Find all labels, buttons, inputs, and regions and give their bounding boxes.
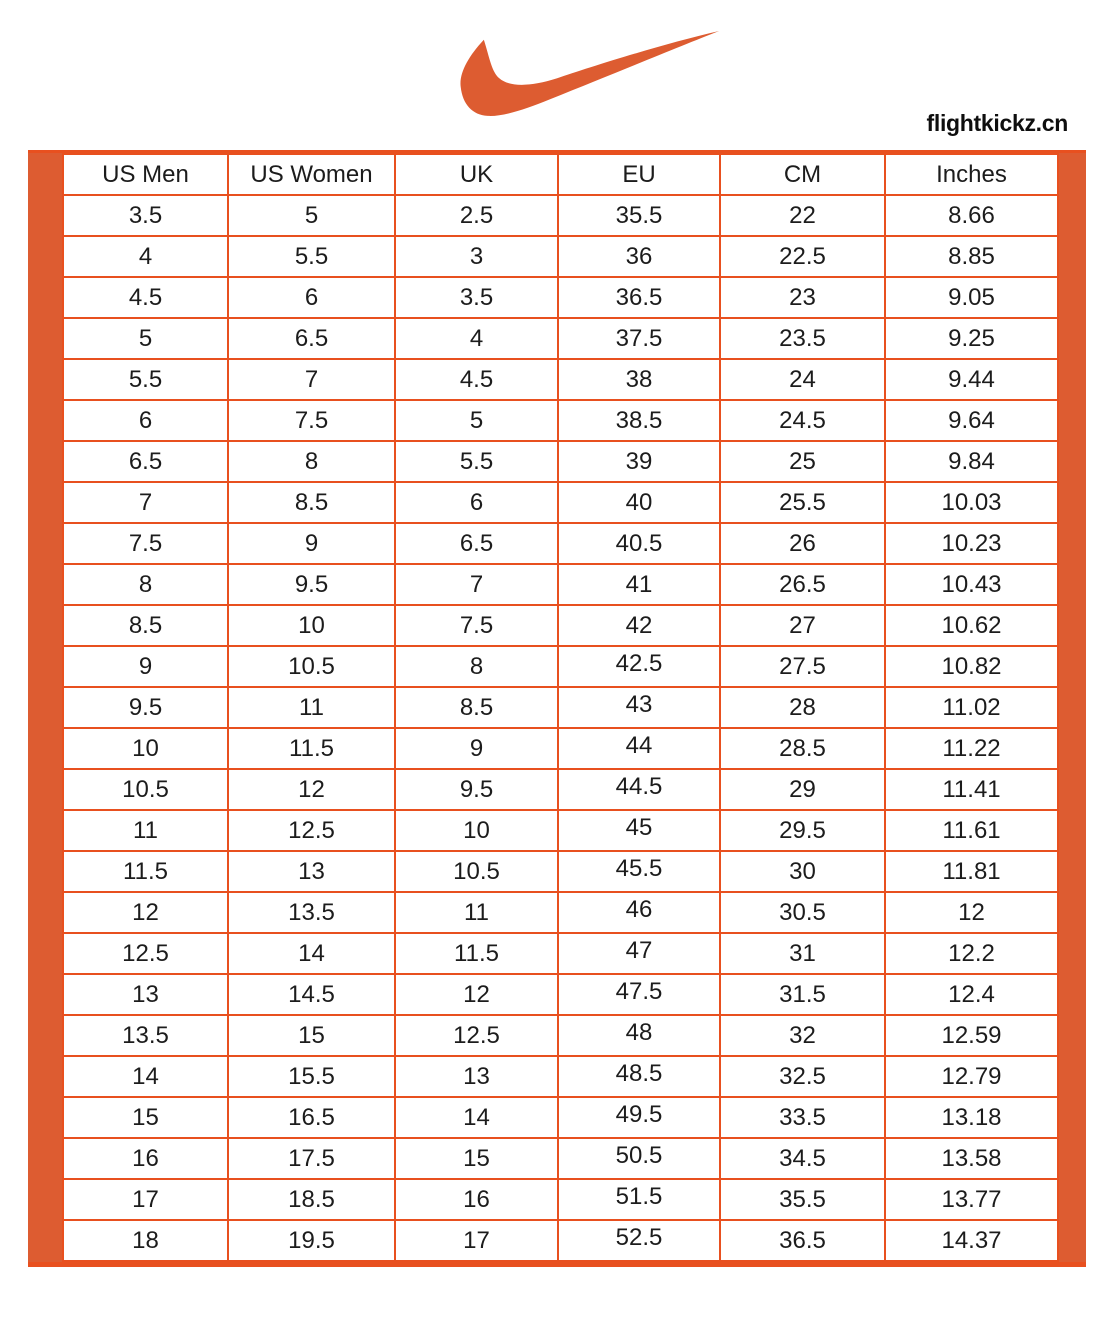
size-cell: 15	[63, 1097, 228, 1138]
table-row	[63, 851, 1058, 892]
size-cell: 51.5	[558, 1179, 720, 1220]
size-cell: 24	[720, 359, 885, 400]
size-cell: 47.5	[558, 974, 720, 1015]
size-cell: 17	[395, 1220, 558, 1261]
size-cell: 29	[720, 769, 885, 810]
size-cell: 9.5	[63, 687, 228, 728]
size-cell: 11.5	[395, 933, 558, 974]
size-cell: 25.5	[720, 482, 885, 523]
size-cell: 7.5	[395, 605, 558, 646]
size-cell: 41	[558, 564, 720, 605]
size-cell: 7.5	[63, 523, 228, 564]
size-cell: 9.64	[885, 400, 1058, 441]
size-cell: 49.5	[558, 1097, 720, 1138]
table-row	[63, 728, 1058, 769]
size-cell: 9	[395, 728, 558, 769]
size-cell: 8.85	[885, 236, 1058, 277]
size-cell: 10.5	[395, 851, 558, 892]
size-cell: 28.5	[720, 728, 885, 769]
size-chart	[28, 150, 1086, 1267]
size-cell: 45.5	[558, 851, 720, 892]
size-cell: 9.84	[885, 441, 1058, 482]
size-cell: 29.5	[720, 810, 885, 851]
table-row	[63, 769, 1058, 810]
column-header: UK	[395, 154, 558, 195]
size-cell: 11.22	[885, 728, 1058, 769]
size-cell: 11.81	[885, 851, 1058, 892]
size-cell: 27	[720, 605, 885, 646]
size-cell: 11.5	[228, 728, 395, 769]
size-cell: 23	[720, 277, 885, 318]
size-cell: 15	[228, 1015, 395, 1056]
size-cell: 6	[228, 277, 395, 318]
size-cell: 47	[558, 933, 720, 974]
size-cell: 5.5	[63, 359, 228, 400]
size-cell: 10	[63, 728, 228, 769]
size-cell: 12.59	[885, 1015, 1058, 1056]
column-header: Inches	[885, 154, 1058, 195]
table-row	[63, 564, 1058, 605]
size-cell: 42.5	[558, 646, 720, 687]
table-row	[63, 523, 1058, 564]
size-cell: 10.43	[885, 564, 1058, 605]
size-cell: 18.5	[228, 1179, 395, 1220]
size-cell: 52.5	[558, 1220, 720, 1261]
size-cell: 16	[63, 1138, 228, 1179]
table-row	[63, 441, 1058, 482]
size-cell: 18	[63, 1220, 228, 1261]
size-cell: 5	[395, 400, 558, 441]
table-row	[63, 482, 1058, 523]
size-cell: 6.5	[228, 318, 395, 359]
size-cell: 26	[720, 523, 885, 564]
size-cell: 8.5	[228, 482, 395, 523]
size-cell: 4	[63, 236, 228, 277]
table-row	[63, 687, 1058, 728]
size-cell: 4	[395, 318, 558, 359]
size-cell: 13	[228, 851, 395, 892]
size-cell: 13.18	[885, 1097, 1058, 1138]
size-cell: 13	[63, 974, 228, 1015]
size-cell: 3.5	[395, 277, 558, 318]
size-cell: 11.61	[885, 810, 1058, 851]
column-header: US Women	[228, 154, 395, 195]
size-cell: 3	[395, 236, 558, 277]
size-cell: 3.5	[63, 195, 228, 236]
size-cell: 16.5	[228, 1097, 395, 1138]
size-cell: 10	[395, 810, 558, 851]
size-cell: 8.66	[885, 195, 1058, 236]
size-cell: 39	[558, 441, 720, 482]
size-cell: 8.5	[395, 687, 558, 728]
size-cell: 13.5	[228, 892, 395, 933]
size-cell: 12.5	[395, 1015, 558, 1056]
size-cell: 44	[558, 728, 720, 769]
left-accent-bar	[28, 153, 62, 1262]
table-row	[63, 195, 1058, 236]
size-cell: 30	[720, 851, 885, 892]
table-row	[63, 236, 1058, 277]
size-cell: 11.02	[885, 687, 1058, 728]
size-cell: 12.2	[885, 933, 1058, 974]
size-cell: 14	[63, 1056, 228, 1097]
table-row	[63, 359, 1058, 400]
size-cell: 35.5	[720, 1179, 885, 1220]
size-cell: 36	[558, 236, 720, 277]
size-cell: 13.77	[885, 1179, 1058, 1220]
size-cell: 2.5	[395, 195, 558, 236]
size-cell: 10	[228, 605, 395, 646]
nike-swoosh-icon	[453, 26, 723, 120]
size-cell: 11	[395, 892, 558, 933]
size-cell: 13.5	[63, 1015, 228, 1056]
size-cell: 14.37	[885, 1220, 1058, 1261]
size-cell: 43	[558, 687, 720, 728]
size-cell: 10.82	[885, 646, 1058, 687]
size-cell: 10.62	[885, 605, 1058, 646]
size-cell: 12.79	[885, 1056, 1058, 1097]
table-row	[63, 892, 1058, 933]
size-cell: 17.5	[228, 1138, 395, 1179]
size-cell: 6	[395, 482, 558, 523]
size-cell: 9.25	[885, 318, 1058, 359]
size-cell: 46	[558, 892, 720, 933]
size-cell: 40	[558, 482, 720, 523]
column-header: US Men	[63, 154, 228, 195]
size-cell: 8	[63, 564, 228, 605]
table-row	[63, 810, 1058, 851]
size-cell: 7.5	[228, 400, 395, 441]
table-row	[63, 1179, 1058, 1220]
size-cell: 22.5	[720, 236, 885, 277]
size-cell: 23.5	[720, 318, 885, 359]
size-cell: 11	[63, 810, 228, 851]
size-cell: 48.5	[558, 1056, 720, 1097]
size-cell: 31	[720, 933, 885, 974]
size-cell: 13.58	[885, 1138, 1058, 1179]
table-row	[63, 400, 1058, 441]
size-cell: 35.5	[558, 195, 720, 236]
table-row	[63, 277, 1058, 318]
size-cell: 11.41	[885, 769, 1058, 810]
size-cell: 48	[558, 1015, 720, 1056]
size-cell: 14.5	[228, 974, 395, 1015]
size-cell: 7	[395, 564, 558, 605]
size-cell: 10.23	[885, 523, 1058, 564]
size-cell: 11	[228, 687, 395, 728]
size-cell: 5.5	[228, 236, 395, 277]
size-cell: 38.5	[558, 400, 720, 441]
size-cell: 25	[720, 441, 885, 482]
size-cell: 17	[63, 1179, 228, 1220]
size-cell: 44.5	[558, 769, 720, 810]
size-cell: 6.5	[63, 441, 228, 482]
size-cell: 50.5	[558, 1138, 720, 1179]
size-cell: 9.5	[395, 769, 558, 810]
table-row	[63, 974, 1058, 1015]
table-row	[63, 1138, 1058, 1179]
size-cell: 14	[228, 933, 395, 974]
size-cell: 8	[395, 646, 558, 687]
size-cell: 16	[395, 1179, 558, 1220]
size-cell: 12	[395, 974, 558, 1015]
size-cell: 31.5	[720, 974, 885, 1015]
size-cell: 37.5	[558, 318, 720, 359]
size-cell: 36.5	[720, 1220, 885, 1261]
size-cell: 10.03	[885, 482, 1058, 523]
size-cell: 12.5	[228, 810, 395, 851]
size-cell: 9	[228, 523, 395, 564]
size-cell: 28	[720, 687, 885, 728]
right-accent-bar	[1059, 153, 1086, 1262]
size-cell: 22	[720, 195, 885, 236]
size-cell: 11.5	[63, 851, 228, 892]
table-row	[63, 646, 1058, 687]
header-row	[63, 154, 1058, 195]
size-cell: 5	[63, 318, 228, 359]
column-header: CM	[720, 154, 885, 195]
table-row	[63, 605, 1058, 646]
size-cell: 24.5	[720, 400, 885, 441]
size-cell: 5	[228, 195, 395, 236]
size-cell: 32	[720, 1015, 885, 1056]
size-cell: 15	[395, 1138, 558, 1179]
size-cell: 14	[395, 1097, 558, 1138]
size-cell: 40.5	[558, 523, 720, 564]
size-cell: 30.5	[720, 892, 885, 933]
table-row	[63, 1056, 1058, 1097]
size-cell: 12	[228, 769, 395, 810]
size-cell: 12.4	[885, 974, 1058, 1015]
size-cell: 38	[558, 359, 720, 400]
size-cell: 7	[228, 359, 395, 400]
size-cell: 15.5	[228, 1056, 395, 1097]
size-cell: 42	[558, 605, 720, 646]
site-url-label: flightkickz.cn	[926, 110, 1068, 136]
size-cell: 33.5	[720, 1097, 885, 1138]
size-cell: 36.5	[558, 277, 720, 318]
size-cell: 9.44	[885, 359, 1058, 400]
table-row	[63, 1220, 1058, 1261]
size-cell: 6	[63, 400, 228, 441]
size-cell: 10.5	[228, 646, 395, 687]
size-cell: 19.5	[228, 1220, 395, 1261]
size-cell: 9.5	[228, 564, 395, 605]
size-cell: 4.5	[63, 277, 228, 318]
size-cell: 9.05	[885, 277, 1058, 318]
size-rows	[63, 195, 1058, 1261]
size-cell: 26.5	[720, 564, 885, 605]
size-cell: 13	[395, 1056, 558, 1097]
size-cell: 12	[885, 892, 1058, 933]
size-cell: 8.5	[63, 605, 228, 646]
size-cell: 32.5	[720, 1056, 885, 1097]
size-chart-table	[62, 153, 1059, 1262]
size-cell: 6.5	[395, 523, 558, 564]
size-cell: 12.5	[63, 933, 228, 974]
table-row	[63, 933, 1058, 974]
table-row	[63, 1015, 1058, 1056]
size-cell: 7	[63, 482, 228, 523]
size-cell: 34.5	[720, 1138, 885, 1179]
size-cell: 8	[228, 441, 395, 482]
table-row	[63, 318, 1058, 359]
size-cell: 4.5	[395, 359, 558, 400]
column-header: EU	[558, 154, 720, 195]
table-row	[63, 1097, 1058, 1138]
size-cell: 10.5	[63, 769, 228, 810]
size-cell: 45	[558, 810, 720, 851]
size-cell: 12	[63, 892, 228, 933]
size-cell: 27.5	[720, 646, 885, 687]
size-cell: 9	[63, 646, 228, 687]
size-cell: 5.5	[395, 441, 558, 482]
